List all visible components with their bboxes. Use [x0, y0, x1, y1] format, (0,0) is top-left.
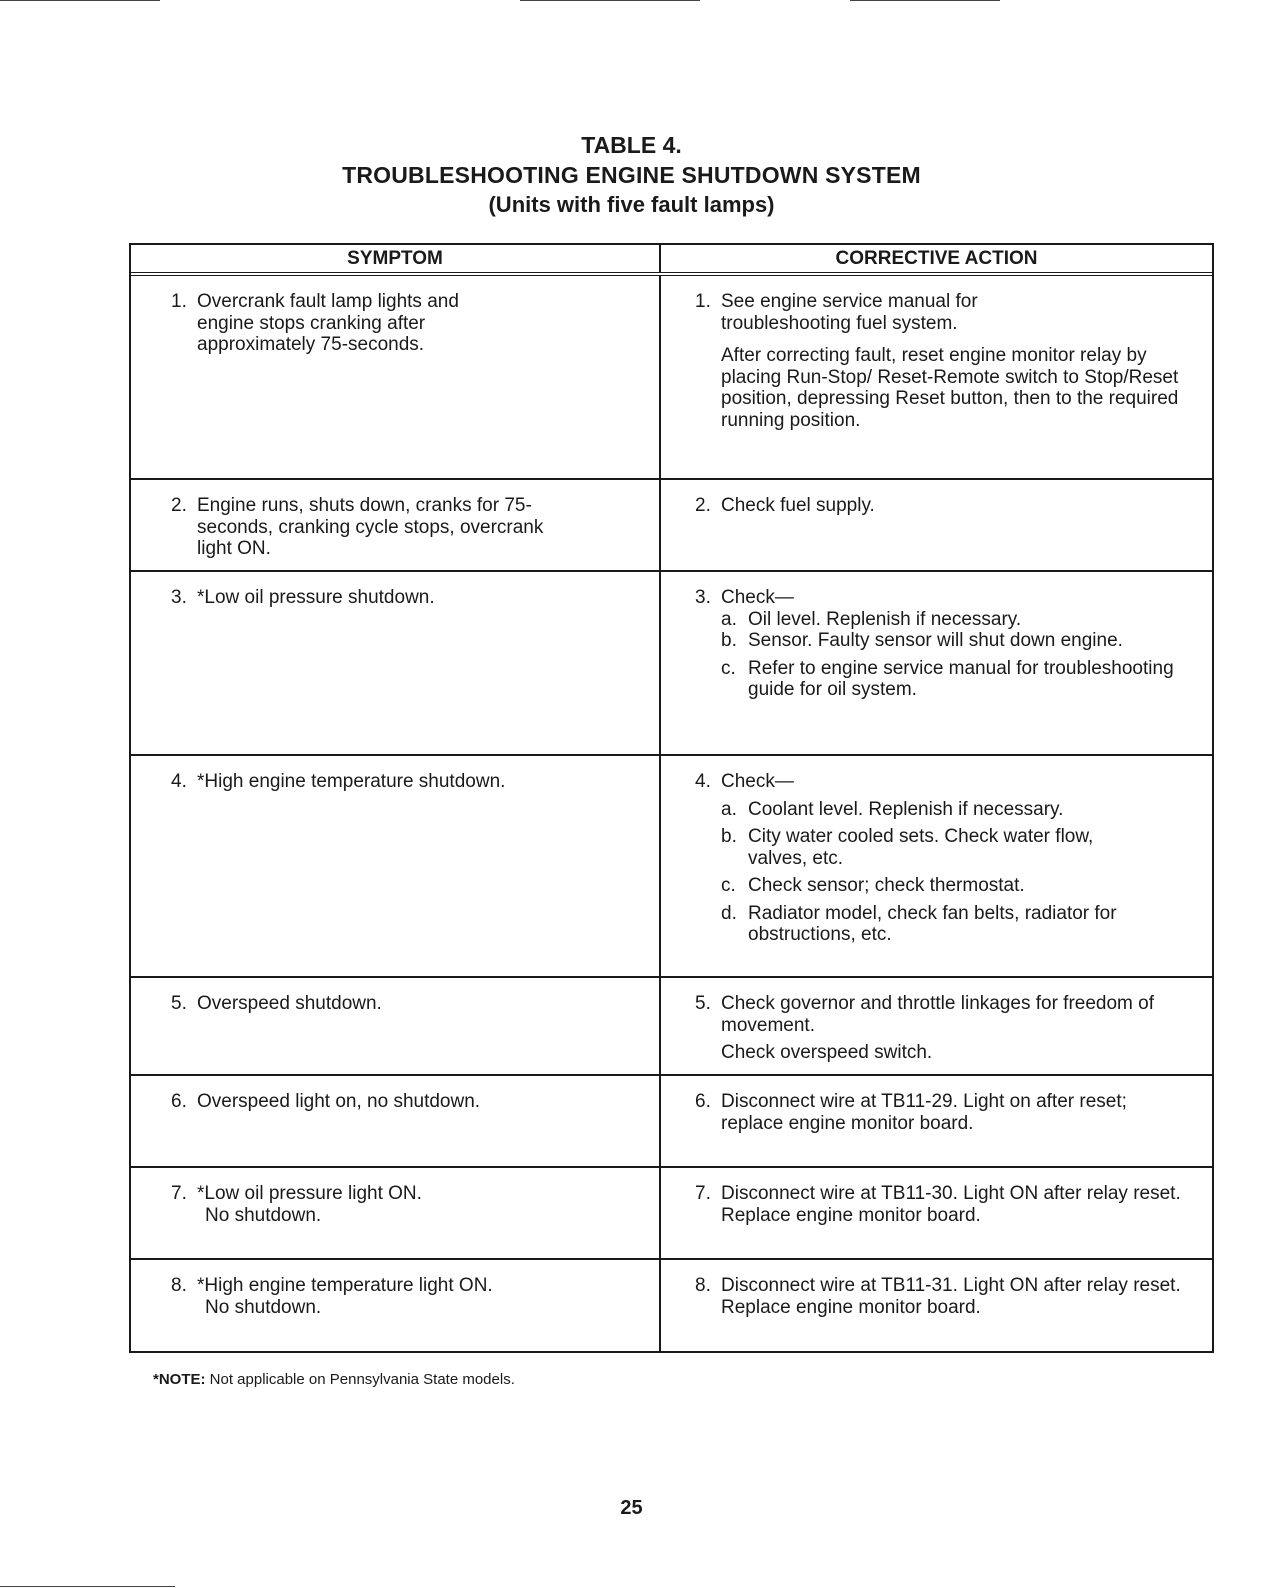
symptom-text: Engine runs, shuts down, cranks for 75-seconds, cranking cycle stops, overcrank light ON. [197, 495, 544, 559]
action-text: Disconnect wire at TB11-30. Light ON after relay reset. Replace engine monitor board. [721, 1183, 1181, 1226]
action-cell [661, 1168, 1212, 1258]
action-subitem: a. Oil level. Replenish if necessary. [721, 608, 1022, 630]
action-number: 3. [695, 587, 711, 608]
action-number: 4. [695, 771, 711, 792]
table-row [131, 1076, 1212, 1168]
header-corrective-action: CORRECTIVE ACTION [835, 248, 1038, 269]
action-subitem: c. Refer to engine service manual for troubleshooting guide for oil system. [721, 657, 1174, 700]
troubleshooting-table [129, 243, 1214, 1353]
action-cell [661, 572, 1212, 754]
top-edge-rule [0, 0, 160, 1]
action-number: 8. [695, 1275, 711, 1296]
header-symptom: SYMPTOM [131, 245, 661, 272]
top-edge-rule [520, 0, 700, 1]
symptom-text: Overcrank fault lamp lights and engine stops cranking after approximately 75-seconds. [197, 291, 459, 355]
action-text: Check— [721, 771, 794, 792]
action-text: Check governor and throttle linkages for freedom of movement. [721, 993, 1155, 1036]
action-cell [661, 1260, 1212, 1351]
symptom-extra-text: No shutdown. [205, 1204, 322, 1226]
action-text: Disconnect wire at TB11-31. Light ON after relay reset. Replace engine monitor board. [721, 1275, 1181, 1318]
footnote-label: *NOTE: [153, 1371, 206, 1388]
action-text: Check— [721, 587, 794, 608]
symptom-cell [131, 1168, 661, 1258]
symptom-text: *Low oil pressure shutdown. [197, 587, 435, 608]
action-subitem: a. Coolant level. Replenish if necessary. [721, 798, 1064, 820]
symptom-number: 5. [171, 993, 187, 1014]
table-row [131, 1168, 1212, 1260]
top-edge-rule [850, 0, 1000, 1]
symptom-number: 3. [171, 587, 187, 608]
symptom-cell [131, 572, 661, 754]
table-row [131, 572, 1212, 756]
action-subitem: b. City water cooled sets. Check water flow, valves, etc. [721, 826, 1094, 869]
action-number: 7. [695, 1183, 711, 1204]
symptom-text: Overspeed light on, no shutdown. [197, 1091, 481, 1112]
table-title-block [0, 130, 1263, 220]
table-subtitle: (Units with five fault lamps) [488, 192, 775, 217]
action-cell [661, 1076, 1212, 1166]
action-number: 5. [695, 993, 711, 1014]
table-number: TABLE 4. [581, 132, 682, 158]
page-number: 25 [620, 1497, 643, 1519]
table-title: TROUBLESHOOTING ENGINE SHUTDOWN SYSTEM [342, 162, 921, 188]
symptom-cell [131, 756, 661, 976]
table-row [131, 978, 1212, 1076]
action-number: 6. [695, 1091, 711, 1112]
action-number: 1. [695, 291, 711, 312]
action-cell [661, 276, 1212, 478]
symptom-text: *High engine temperature shutdown. [197, 771, 506, 792]
symptom-number: 6. [171, 1091, 187, 1112]
symptom-text: Overspeed shutdown. [197, 993, 382, 1014]
action-text: See engine service manual for troubleshooting fuel system. [721, 291, 978, 334]
action-subitem: b. Sensor. Faulty sensor will shut down engine. [721, 630, 1123, 651]
symptom-cell [131, 1076, 661, 1166]
table-row [131, 276, 1212, 480]
footnote [153, 1371, 515, 1388]
symptom-cell [131, 276, 661, 478]
symptom-text: *Low oil pressure light ON. [197, 1183, 422, 1204]
action-cell [661, 480, 1212, 570]
action-extra-text: After correcting fault, reset engine monitor relay by placing Run-Stop/ Reset-Remote switch to Stop/Reset position, depressing Reset button, then to the required running position. [721, 345, 1179, 431]
action-cell [661, 978, 1212, 1074]
bottom-edge-rule [0, 1586, 175, 1587]
symptom-cell [131, 1260, 661, 1351]
action-cell [661, 756, 1212, 976]
symptom-number: 7. [171, 1183, 187, 1204]
action-text: Disconnect wire at TB11-29. Light on after reset; replace engine monitor board. [721, 1091, 1127, 1134]
symptom-extra-text: No shutdown. [205, 1296, 322, 1318]
symptom-number: 2. [171, 495, 187, 516]
table-row [131, 1260, 1212, 1351]
symptom-number: 8. [171, 1275, 187, 1296]
symptom-number: 4. [171, 771, 187, 792]
symptom-cell [131, 978, 661, 1074]
action-subitem: d. Radiator model, check fan belts, radiator for obstructions, etc. [721, 902, 1117, 945]
table-row [131, 756, 1212, 978]
action-text: Check fuel supply. [721, 495, 875, 516]
footnote-text: Not applicable on Pennsylvania State models. [209, 1371, 515, 1388]
action-extra-text: Check overspeed switch. [721, 1042, 933, 1063]
symptom-number: 1. [171, 291, 187, 312]
table-header-row [131, 245, 1212, 276]
symptom-cell [131, 480, 661, 570]
table-row [131, 480, 1212, 572]
action-subitem: c. Check sensor; check thermostat. [721, 875, 1025, 896]
action-number: 2. [695, 495, 711, 516]
symptom-text: *High engine temperature light ON. [197, 1275, 493, 1296]
